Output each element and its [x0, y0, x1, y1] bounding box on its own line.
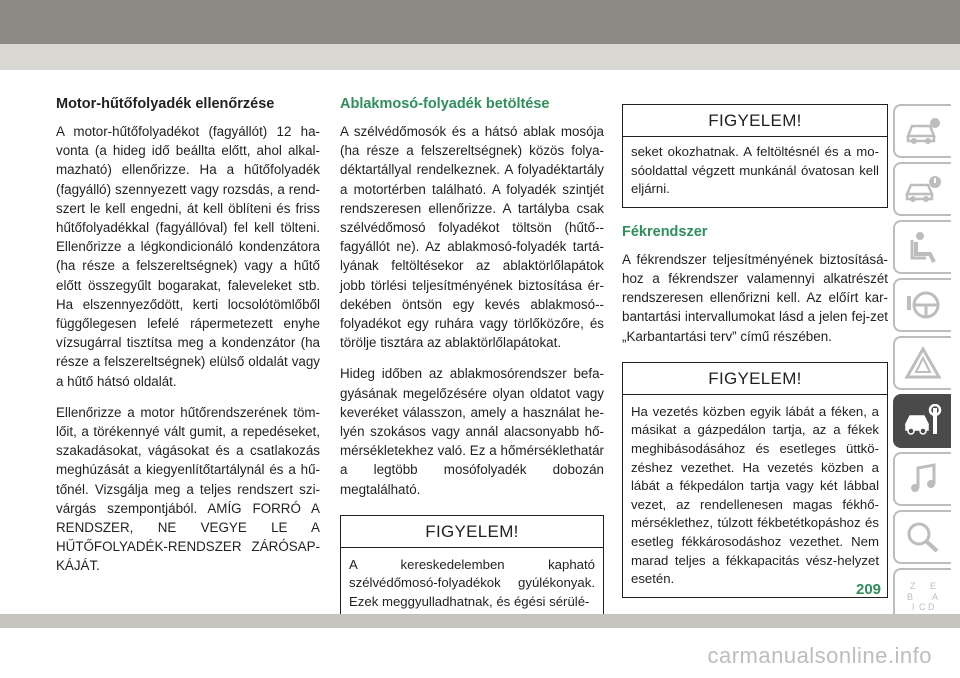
- section-title-washer-fluid: Ablakmosó-folyadék betöltése: [340, 96, 550, 112]
- chapter-tabs: [893, 104, 960, 626]
- tab-music[interactable]: [893, 452, 951, 506]
- svg-text:Z: Z: [910, 581, 916, 591]
- warning-triangle-icon: [904, 346, 942, 380]
- car-info-icon: [904, 114, 942, 148]
- warning-box: [622, 104, 888, 208]
- section-title-brakes: Fékrendszer: [622, 223, 708, 240]
- warning-text: seket okozhatnak. A feltöltésnél és a mo-sóoldattal végzett munkánál óvatosan kell eljárni.: [631, 144, 879, 197]
- column-1: [56, 96, 320, 588]
- paragraph: A fékrendszer teljesítményének biztosításá-hoz a fékrendszer valamennyi alkatrészét rendszeresen ellenőrizni kell. Az előírt kar-bantartási intervallumokat lásd a jelen fej-zet „Karbantartási terv” című részében.: [622, 251, 888, 344]
- top-band-strip: [0, 44, 960, 70]
- watermark: carmanualsonline.info: [707, 643, 932, 668]
- top-band: [0, 0, 960, 44]
- svg-text:D: D: [928, 602, 935, 612]
- tab-seat-person[interactable]: [893, 220, 951, 274]
- svg-text:C: C: [919, 602, 926, 612]
- paragraph: Ellenőrizze a motor hűtőrendszerének töm-lőit, a törékennyé vált gumit, a repedéseket, szakadásokat, vágásokat és a csatlakozás meghúzását a kiegyenlítőtartálynál és a hű-tőnél. Vizsgálja meg a teljes rendszert szi-várgás szempontjából. AMÍG FORRÓ A RENDSZER, NE VEGYE LE A HŰTŐFOLYADÉK-RENDSZER ZÁRÓSAP-KÁJÁT.: [56, 404, 320, 574]
- bottom-band: [0, 614, 960, 628]
- music-note-icon: [904, 462, 942, 496]
- paragraph: A szélvédőmosók és a hátsó ablak mosója (ha része a felszereltségnek) közös folya-déktartállyal rendelkeznek. A folyadéktartály a motortérben található. A folyadék szintjét rendszeresen ellenőrizze. A tartályba csak szélvédőmosó folyadékot töltsön (hűtő--fagyállót ne). Az ablakmosó-folyadék tartá-lyának feltöltésekor az ablaktörlőlapátok jobb törlési teljesítményének biztosítása ér-dekében öntsön egy kevés ablakmosó--folyadékot egy ruhára vagy törlőközőre, és törölje tisztára az ablaktörlőlapátokat.: [340, 124, 604, 351]
- column-3: [622, 104, 888, 612]
- warning-text: Ha vezetés közben egyik lábát a féken, a másikat a gázpedálon tartja, az a fékek meghibásodásához és esetleges üttkö-zéshez vezethet. Ha vezetés közben a lábát a fékpedálon tartja vagy két lábbal vezet, az rendellenesen magas fékhő-mérséklethez, túlzott fékbetétkopáshoz és esetleg fékkárosodáshoz vezethet. Nem marad teljes a fékkapacitás vész-helyzet esetén.: [631, 403, 879, 587]
- column-2: [340, 96, 604, 635]
- car-alert-icon: [904, 172, 942, 206]
- warning-box: [622, 362, 888, 598]
- tab-search[interactable]: [893, 510, 951, 564]
- page-number: 209: [856, 581, 882, 598]
- svg-text:A: A: [932, 592, 939, 602]
- tab-car-wrench[interactable]: [893, 394, 951, 448]
- warning-title: FIGYELEM!: [623, 105, 887, 137]
- steering-wheel-icon: [904, 288, 942, 322]
- section-title-coolant: Motor-hűtőfolyadék ellenőrzése: [56, 96, 275, 112]
- magnifier-icon: [904, 520, 942, 554]
- tab-car-info[interactable]: [893, 104, 951, 158]
- svg-text:I: I: [912, 602, 915, 612]
- warning-title: FIGYELEM!: [341, 516, 603, 548]
- tab-warning-triangle[interactable]: [893, 336, 951, 390]
- seat-person-icon: [904, 230, 942, 264]
- paragraph: Hideg időben az ablakmosórendszer befa-gyásának megelőzésére olyan oldatot vagy keveréket válasszon, amely a használat he-lyén szokásos vagy annál alacsonyabb hő-mérsékletekhez való. Ez a hőmérséklethatár a legtöbb mosófolyadék dobozán megtalálható.: [340, 366, 604, 497]
- warning-title: FIGYELEM!: [623, 363, 887, 395]
- alphabet-index-icon: [904, 578, 942, 612]
- warning-box: [340, 515, 604, 621]
- tab-car-alert[interactable]: [893, 162, 951, 216]
- tab-steering-wheel[interactable]: [893, 278, 951, 332]
- svg-text:E: E: [930, 581, 937, 591]
- warning-text: A kereskedelemben kapható szélvédőmosó-folyadékok gyúlékonyak. Ezek meggyulladhatnak, és égési sérülé-: [349, 556, 595, 610]
- svg-text:B: B: [907, 592, 914, 602]
- paragraph: A motor-hűtőfolyadékot (fagyállót) 12 ha-vonta (a hideg idő beállta előtt, ahol alkal-mazható) ellenőrizze. Ha a hűtőfolyadék (fagyálló) szennyezett vagy rozsdás, a rend-szert le kell engedni, át kell öblíteni és friss hűtőfolyadékkal (fagyállóval) fel kell tölteni. Ellenőrizze a légkondicionáló kondenzátora (ha része a felszereltségnek) vagy a hűtő előtt összegyűlt bogarakat, faleveleket stb. Ha elszennyeződött, kerti locsolótömlőből függőlegesen lefelé rápermetezett enyhe vízsugárral tisztítsa meg a kondenzátor (ha része a felszereltségnek) elülső oldalát vagy a hűtő hátsó oldalát.: [56, 124, 320, 389]
- car-wrench-icon: [904, 404, 942, 438]
